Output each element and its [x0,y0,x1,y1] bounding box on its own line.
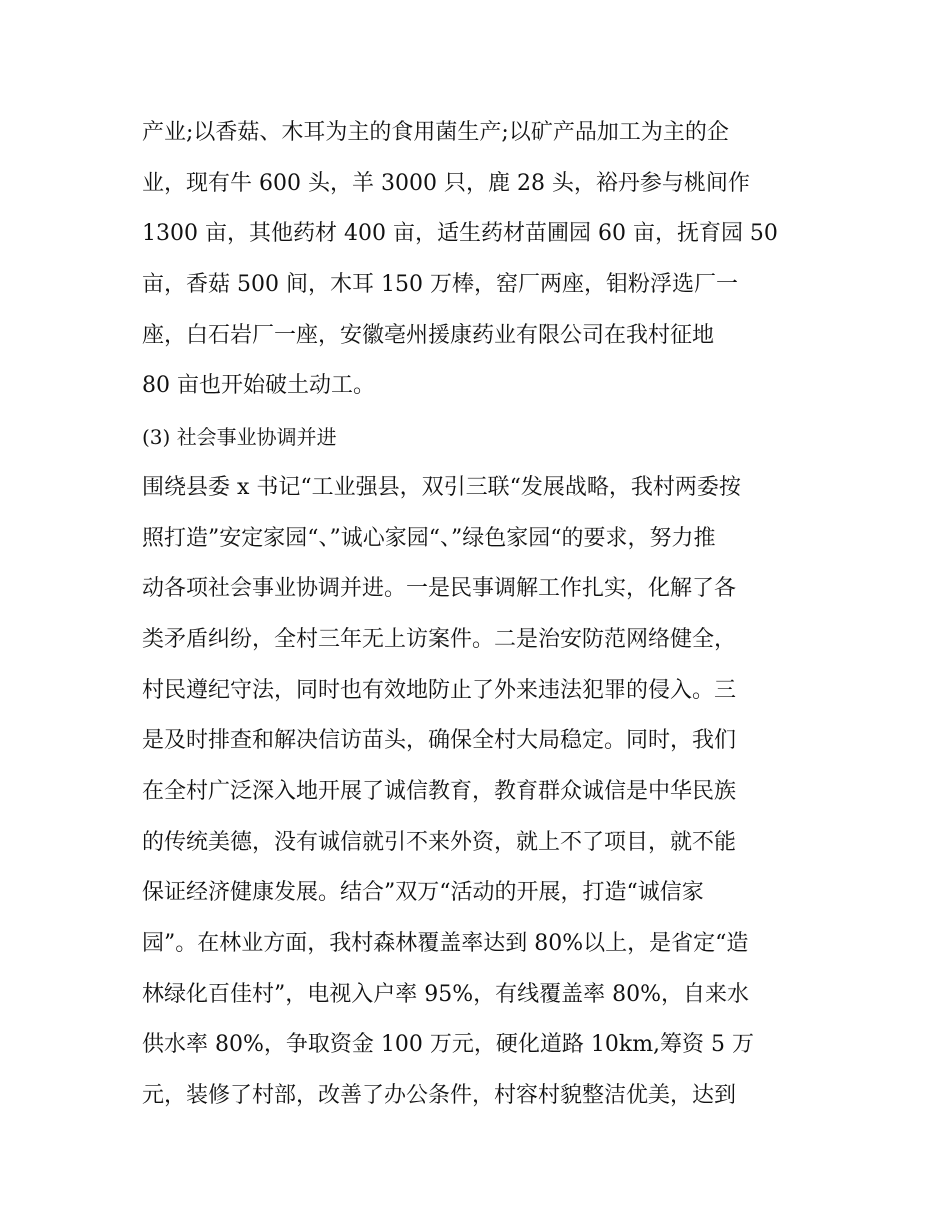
text-line: 保证经济健康发展。结合”双万“活动的开展，打造“诚信家 [142,880,704,906]
text-line: 亩，香菇 500 间，木耳 150 万棒，窑厂两座，钼粉浮选厂一 [142,272,738,298]
text-line: 80 亩也开始破土动工。 [142,373,375,399]
section-heading: (3) 社会事业协调并进 [142,425,337,450]
text-line: 产业;以香菇、木耳为主的食用菌生产;以矿产品加工为主的企 [142,120,729,145]
text-line: 动各项社会事业协调并进。一是民事调解工作扎实，化解了各 [142,576,737,602]
text-line: 供水率 80%，争取资金 100 万元，硬化道路 10km,筹资 5 万 [142,1032,755,1058]
text-line: 林绿化百佳村”，电视入户率 95%，有线覆盖率 80%，自来水 [142,981,750,1007]
text-line: 园”。在林业方面，我村森林覆盖率达到 80%以上，是省定“造 [142,931,749,956]
text-line: 业，现有牛 600 头，羊 3000 只，鹿 28 头，裕丹参与桃间作 [142,170,750,196]
text-line: 围绕县委 x 书记“工业强县，双引三联“发展战略，我村两委按 [142,474,741,500]
text-line: 村民遵纪守法，同时也有效地防止了外来违法犯罪的侵入。三 [142,677,737,703]
text-line: 座，白石岩厂一座，安徽亳州援康药业有限公司在我村征地 [142,322,715,348]
text-line: 类矛盾纠纷，全村三年无上访案件。二是治安防范网络健全， [142,626,737,652]
text-line: 1300 亩，其他药材 400 亩，适生药材苗圃园 60 亩，抚育园 50 [142,221,778,247]
text-line: 的传统美德，没有诚信就引不来外资，就上不了项目，就不能 [142,829,737,855]
text-line: 元，装修了村部，改善了办公条件，村容村貌整洁优美，达到 [142,1083,737,1109]
text-line: 是及时排查和解决信访苗头，确保全村大局稳定。同时，我们 [142,728,737,754]
text-line: 在全村广泛深入地开展了诚信教育，教育群众诚信是中华民族 [142,778,737,804]
body-text [142,108,822,1122]
text-line: 照打造”安定家园“、”诚心家园“、”绿色家园“的要求，努力推 [142,525,716,551]
